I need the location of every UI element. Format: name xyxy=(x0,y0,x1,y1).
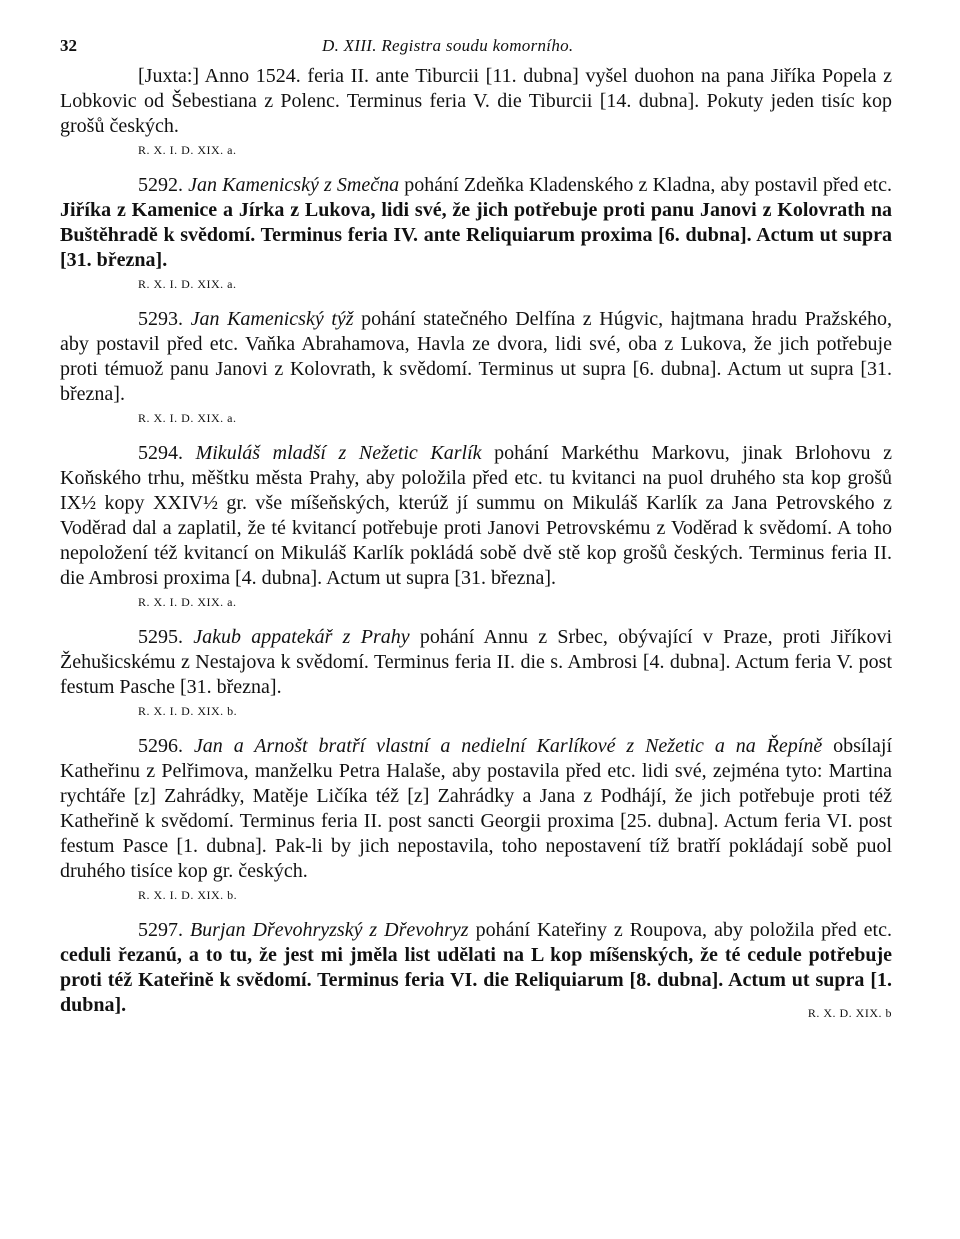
entry-text-b: Jiříka z Kamenice a Jírka z Lukova, lidi své, že jich potřebuje proti panu Janovi z Kolovrath na Buštěhradě k svědomí. Terminus feria IV. ante Reliquiarum proxima [6. dubna]. Actum ut supra [31. března]. xyxy=(60,199,892,271)
entry-names: Burjan Dřevohryzský z Dřevohryz xyxy=(189,919,469,941)
entry-text xyxy=(60,734,892,884)
entry-text-b: lidi své, zejména tyto: Martina rychtáře [z] Zahrádky, Matěje Ličíka též [z] Zahrádky a Jana z Podhájí, že jich potřebuje proti též Katheřině k svědomí. Terminus feria II. post sancti Georgii proxima [25. dubna]. Actum feria VI. post festum Pasce [1. dubna]. Pak-li by jich nepostavila, toho nepostavení tíž bratří pokládají sobě puol druhého tisíce kop gr. českých. xyxy=(60,760,892,882)
entry-text xyxy=(60,307,892,407)
document-page xyxy=(60,30,892,1026)
archive-signature: R. X. I. D. XIX. a. xyxy=(138,277,237,291)
entry-names: Jan a Arnošt bratří vlastní a nedielní Karlíkové z Nežetic a na Řepíně xyxy=(193,735,823,757)
entry-text-b: tu kvitanci na puol druhého sta kop grošů IX½ kopy XXIV½ gr. vše míšeňských, kterúž jí summu on Mikuláš Karlík za Jana Petrovského z Voděrad dal a zaplatil, že té kvitancí potřebuje proti Janovi Petrovskému z Voděrad k svědomí. A toho nepoložení též kvitancí on Mikuláš Karlík pokládá sobě dvě stě kop grošů českých. Terminus feria II. die Ambrosi proxima [4. dubna]. Actum ut supra [31. března]. xyxy=(60,467,892,589)
entry-text xyxy=(60,625,892,700)
entry-text-a: obsílají Katheřinu z Pelřimova, manželku Petra Halaše, aby postavila před etc. xyxy=(60,735,893,782)
entry-number: 5296. xyxy=(138,735,183,757)
archive-signature: R. X. I. D. XIX. a. xyxy=(138,143,237,157)
archive-signature: R. X. D. XIX. b xyxy=(807,1006,892,1020)
entry-names: Jakub appatekář z Prahy xyxy=(193,626,410,648)
entry-number: 5294. xyxy=(138,442,183,464)
entry-5297 xyxy=(60,918,892,1018)
entry-number: 5292. xyxy=(138,174,183,196)
entry-text-b: Vaňka Abrahamova, Havla ze dvora, lidi své, oba z Lukova, že jich potřebuje proti témuož panu Janovi z Kolovrath, k svědomí. Terminus ut supra [6. dubna]. Actum ut supra [31. března]. xyxy=(60,333,892,405)
entry-text xyxy=(60,441,892,591)
entry-text xyxy=(60,173,892,273)
entry-5296 xyxy=(60,734,892,903)
entry-names: Jan Kamenicský týž xyxy=(190,308,354,330)
page-number: 32 xyxy=(60,36,77,55)
entry-5294 xyxy=(60,441,892,610)
running-head xyxy=(60,30,892,64)
entry-text-b: ceduli řezanú, a to tu, že jest mi jměla list udělati na L kop míšenských, že té cedule potřebuje proti též Kateřině k svědomí. Terminus feria VI. die Reliquiarum [8. dubna]. Actum ut supra [1. dubna]. xyxy=(60,944,892,1016)
entry-text-a: pohání Markéthu Markovu, jinak Brlohovu z Koňského trhu, měštku města Prahy, aby položila před etc. xyxy=(60,442,893,489)
entry-text xyxy=(60,918,892,1018)
archive-signature: R. X. I. D. XIX. b. xyxy=(138,888,238,902)
entry-names: Jan Kamenicský z Smečna xyxy=(188,174,400,196)
entry-5295 xyxy=(60,625,892,719)
entry-text-a: pohání Annu z Srbec, obývající v Praze, proti Jiříkovi Žehušicskému z Nestajova k svědomí. Terminus feria II. die s. Ambrosi [4. dubna]. Actum feria V. post festum Pasche [31. března]. xyxy=(60,626,893,698)
entry-names: Mikuláš mladší z Nežetic Karlík xyxy=(195,442,482,464)
entry-text-a: pohání Zdeňka Kladenského z Kladna, aby postavil před etc. xyxy=(399,174,892,196)
entry-text-a: pohání Kateřiny z Roupova, aby položila před etc. xyxy=(468,919,892,941)
entry-number: 5297. xyxy=(138,919,183,941)
entry-5293 xyxy=(60,307,892,426)
archive-signature: R. X. I. D. XIX. a. xyxy=(138,595,237,609)
entry-number: 5293. xyxy=(138,308,183,330)
archive-signature: R. X. I. D. XIX. b. xyxy=(138,704,238,718)
entry-text: [Juxta:] Anno 1524. feria II. ante Tiburcii [11. dubna] vyšel duohon na pana Jiříka Popela z Lobkovic od Šebestiana z Polenc. Terminus feria V. die Tiburcii [14. dubna]. Pokuty jeden tisíc kop grošů českých. xyxy=(60,65,892,137)
running-title: D. XIII. Registra soudu komorního. xyxy=(322,36,574,55)
entry-5292 xyxy=(60,173,892,292)
entry-number: 5295. xyxy=(138,626,183,648)
archive-signature: R. X. I. D. XIX. a. xyxy=(138,411,237,425)
entry-juxta xyxy=(60,64,892,158)
entry-text-a: pohání statečného Delfína z Húgvic, hajtmana hradu Pražského, aby postavil před etc. xyxy=(60,308,892,355)
